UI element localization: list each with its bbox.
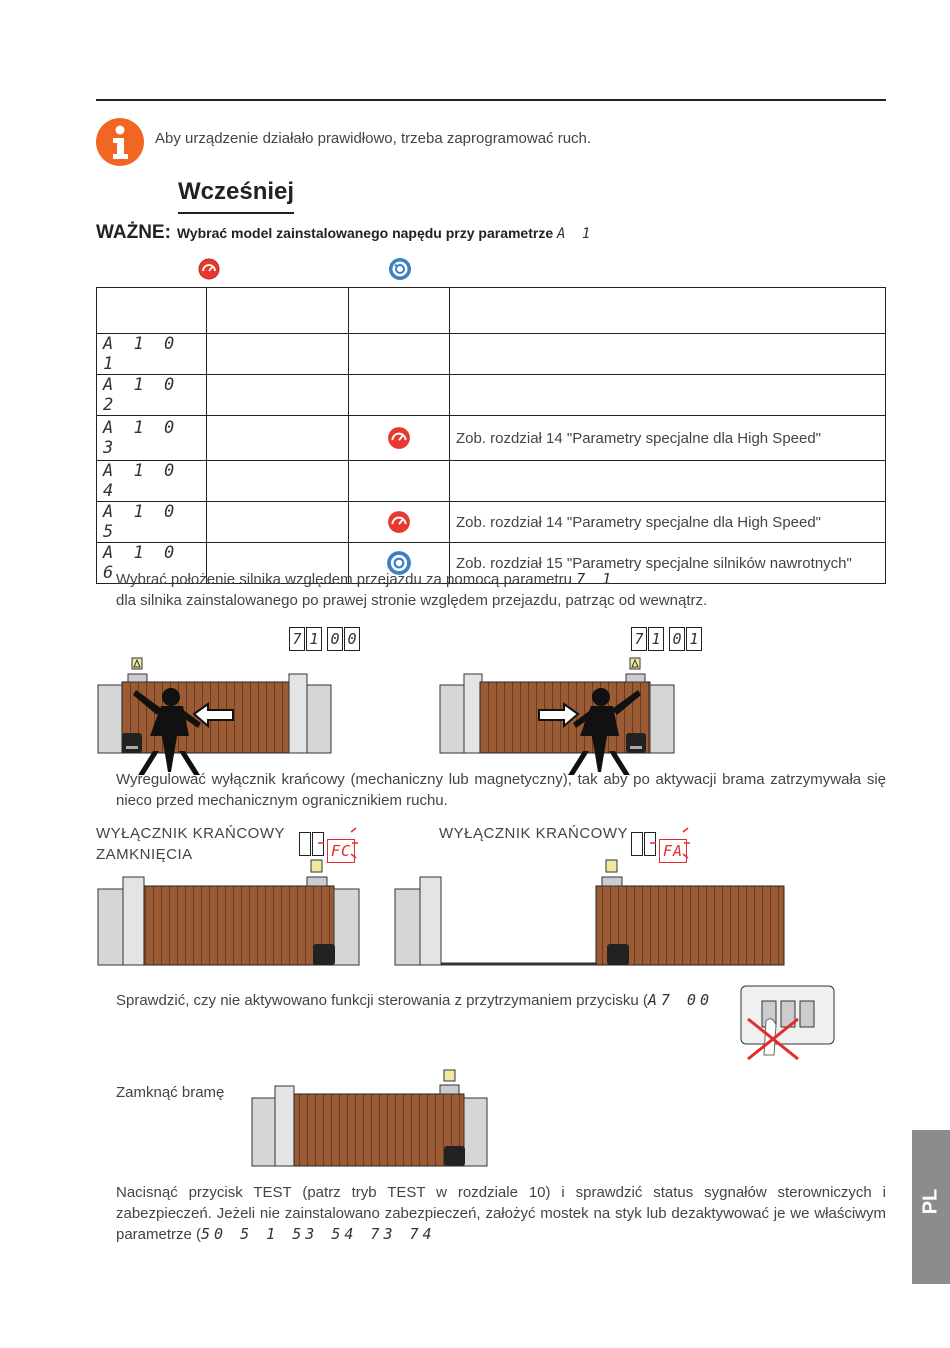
table-row: [97, 416, 886, 461]
model-code: A 1 0 1: [97, 334, 207, 375]
gate-closed-illustration: [97, 857, 361, 969]
speed-icon: [387, 426, 411, 450]
model-note: Zob. rozdział 14 "Parametry specjalne dla High Speed": [450, 502, 886, 543]
gate-open-illustration: [394, 857, 786, 969]
reversible-icon: [388, 257, 412, 281]
section-title: Wcześniej: [178, 178, 294, 214]
model-code: A 1 0 2: [97, 375, 207, 416]
fc-readout: FC: [327, 839, 355, 863]
speed-icon: [198, 258, 220, 280]
model-note: Zob. rozdział 14 "Parametry specjalne dla High Speed": [450, 416, 886, 461]
check-function-param: A7 00: [647, 991, 713, 1009]
limit-switch-instruction: Wyregulować wyłącznik krańcowy (mechaniczny lub magnetyczny), tak aby po aktywacji brama zatrzymywała się nieco przed mechanicznym ogranicznikiem ruchu.: [116, 771, 886, 809]
test-instruction: Nacisnąć przycisk TEST (patrz tryb TEST w rozdziale 10) i sprawdzić status sygnałów sterowniczych i zabezpieczeń. Jeżeli nie zainstalowano zabezpieczeń, założyć mostek na styk lub dezaktywować je we właściwym parametrze (50 5 1 53 54 73 74: [116, 1184, 886, 1243]
table-row: [97, 502, 886, 543]
model-note: [450, 461, 886, 502]
model-code: A 1 0 6: [97, 543, 207, 584]
motor-model-table: [96, 287, 886, 584]
info-text: Aby urządzenie działało prawidłowo, trzeba zaprogramować ruch.: [155, 130, 592, 147]
gate-illustration-right: [440, 654, 680, 774]
model-note: [450, 375, 886, 416]
model-code: A 1 0 5: [97, 502, 207, 543]
motor-position-line2: dla silnika zainstalowanego po prawej stronie względem przejazdu, patrząc od wewnątrz.: [116, 592, 708, 609]
important-note: [96, 222, 594, 244]
info-icon: [96, 118, 144, 166]
speed-icon: [387, 510, 411, 534]
motor-position-text: [116, 569, 886, 611]
model-note: Zob. rozdział 15 "Parametry specjalne silników nawrotnych": [450, 543, 886, 584]
limit-switch-open-label: WYŁĄCZNIK KRAŃCOWY: [439, 825, 629, 842]
gate-illustration-left: [98, 654, 338, 774]
fa-blink-icon: [654, 829, 684, 859]
top-rule: [96, 99, 886, 101]
limit-switch-close-label: WYŁĄCZNIK KRAŃCOWY ZAMKNIĘCIA: [96, 825, 286, 863]
motor-position-param: 7 1: [576, 570, 616, 588]
model-note: [450, 334, 886, 375]
gate-closing-illustration: [251, 1066, 491, 1170]
table-row: [97, 461, 886, 502]
language-tab-label: PL: [919, 1188, 942, 1215]
important-text: Wybrać model zainstalowanego napędu przy parametrze: [176, 225, 554, 241]
check-function-text: Sprawdzić, czy nie aktywowano funkcji sterowania z przytrzymaniem przycisku (A7 00: [116, 991, 713, 1009]
table-row: [97, 334, 886, 375]
model-code: A 1 0 4: [97, 461, 207, 502]
test-params: 50 5 1 53 54 73 74: [201, 1225, 436, 1243]
fa-readout: FA: [659, 839, 687, 863]
table-header-row: [97, 288, 886, 334]
model-code: A 1 0 3: [97, 416, 207, 461]
important-param: A 1: [557, 226, 595, 242]
fc-blink-icon: [322, 829, 352, 859]
motor-position-line1: Wybrać położenie silnika względem przejazdu za pomocą parametru: [116, 571, 572, 588]
display-71-00: 7 1 0 0: [289, 627, 361, 651]
display-71-01: 7 1 0 1: [631, 627, 703, 651]
important-label: WAŻNE:: [96, 222, 171, 243]
table-row: [97, 375, 886, 416]
close-gate-text: Zamknąć bramę: [116, 1084, 225, 1101]
dip-switch-crossed-icon: [740, 985, 836, 1065]
